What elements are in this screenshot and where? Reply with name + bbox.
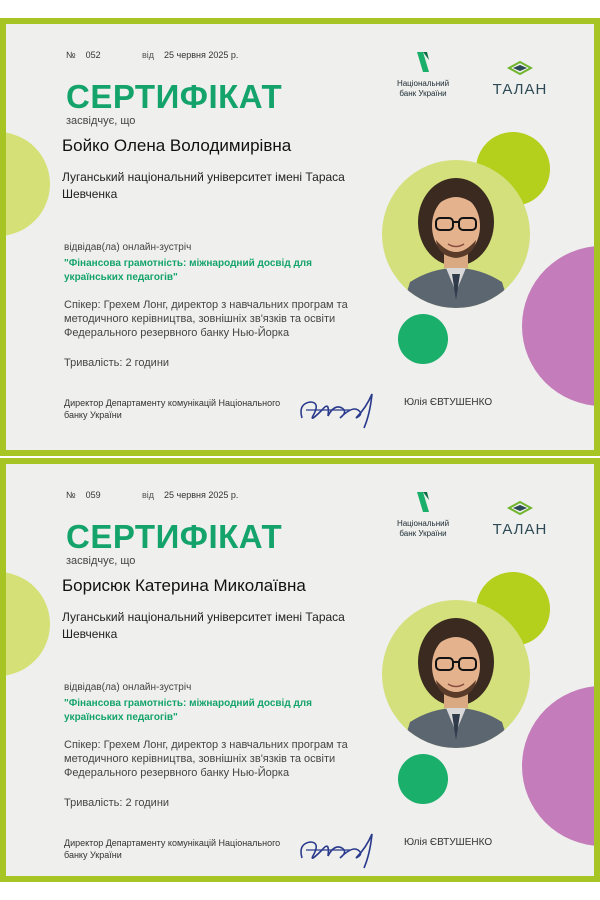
decorative-circle-left	[0, 572, 50, 676]
nbu-emblem-icon	[413, 50, 433, 74]
certificate-number: № 052	[66, 50, 101, 60]
duration-text: Тривалість: 2 години	[64, 797, 170, 809]
speaker-photo	[382, 600, 530, 748]
university-name: Луганський національний університет імені Тараса Шевченка	[62, 610, 345, 641]
event-title: "Фінансова грамотність: міжнародний досвід для українських педагогів"	[64, 258, 312, 283]
certificate-2	[0, 458, 600, 882]
director-title: Директор Департаменту комунікацій Національного банку України	[64, 398, 281, 420]
certificate-1	[0, 18, 600, 456]
talan-logo: ТАЛАН	[490, 60, 550, 98]
university-name: Луганський національний університет імені Тараса Шевченка	[62, 170, 345, 201]
director-title: Директор Департаменту комунікацій Національного банку України	[64, 838, 281, 860]
signer-name: Юлія ЄВТУШЕНКО	[404, 397, 493, 408]
certificate-number: № 059	[66, 490, 101, 500]
certificate-date: від 25 червня 2025 р.	[142, 50, 239, 60]
certificate-title: СЕРТИФІКАТ	[66, 518, 283, 555]
signature	[294, 388, 390, 437]
talan-emblem-icon	[507, 500, 533, 516]
event-title: "Фінансова грамотність: міжнародний досвід для українських педагогів"	[64, 698, 312, 723]
decorative-circle-green	[398, 314, 448, 364]
decorative-circle-left	[0, 132, 50, 236]
decorative-circle-purple	[522, 246, 600, 406]
certificate-title: СЕРТИФІКАТ	[66, 78, 283, 115]
talan-emblem-icon	[507, 60, 533, 76]
recipient-name: Бойко Олена Володимирівна	[62, 136, 292, 155]
attended-text: відвідав(ла) онлайн-зустріч	[64, 242, 192, 253]
signer-name: Юлія ЄВТУШЕНКО	[404, 837, 493, 848]
nbu-logo: Національний банк України	[388, 490, 458, 539]
signature	[294, 828, 390, 877]
decorative-circle-purple	[522, 686, 600, 846]
nbu-emblem-icon	[413, 490, 433, 514]
confirms-text: засвідчує, що	[66, 115, 136, 127]
attended-text: відвідав(ла) онлайн-зустріч	[64, 682, 192, 693]
speaker-info: Спікер: Грехем Лонг, директор з навчальних програм та методичного керівництва, зовнішніх зв'язків та освіти Федерального резервного банку Нью-Йорка	[64, 739, 348, 779]
recipient-name: Борисюк Катерина Миколаївна	[62, 576, 306, 595]
nbu-logo: Національний банк України	[388, 50, 458, 99]
decorative-circle-green	[398, 754, 448, 804]
talan-logo: ТАЛАН	[490, 500, 550, 538]
duration-text: Тривалість: 2 години	[64, 357, 170, 369]
certificate-date: від 25 червня 2025 р.	[142, 490, 239, 500]
confirms-text: засвідчує, що	[66, 555, 136, 567]
speaker-photo	[382, 160, 530, 308]
speaker-info: Спікер: Грехем Лонг, директор з навчальних програм та методичного керівництва, зовнішніх зв'язків та освіти Федерального резервного банку Нью-Йорка	[64, 299, 348, 339]
